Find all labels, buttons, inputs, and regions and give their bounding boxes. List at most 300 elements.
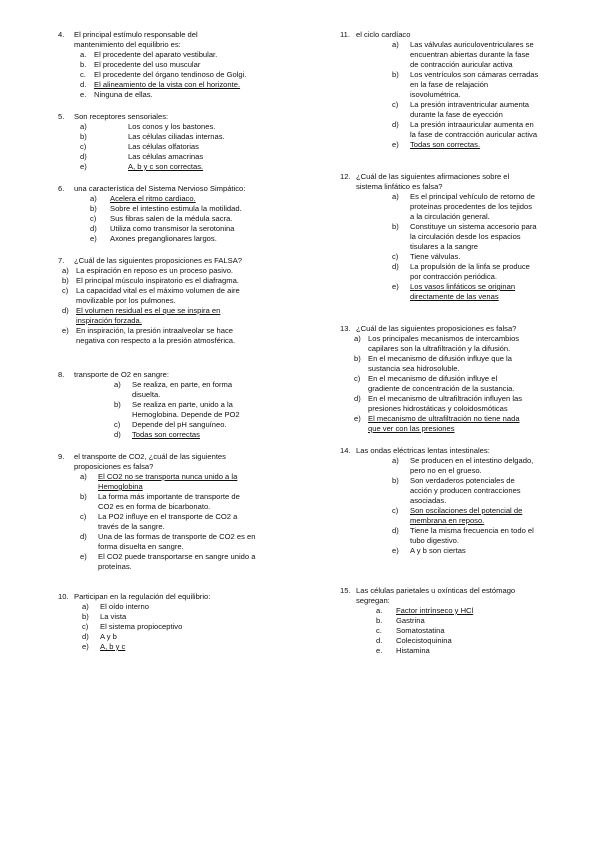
option-line: Se realiza, en parte, en forma: [132, 380, 233, 389]
option-line: sustancia sea hidrosoluble.: [368, 364, 460, 373]
option-line: encuentran abiertas durante la fase: [410, 50, 530, 59]
answer-option: [340, 636, 558, 646]
answer-option: [58, 204, 286, 214]
option-line: A, b y c: [100, 642, 126, 651]
option-letter: b.: [376, 616, 383, 625]
option-line: tubo digestivo.: [410, 536, 459, 545]
question-line: transporte de O2 en sangre:: [74, 370, 169, 379]
option-letter: c.: [376, 626, 382, 635]
option-line: Constituye un sistema accesorio para: [410, 222, 537, 231]
answer-option: [340, 120, 558, 140]
option-line: tisulares a la sangre: [410, 242, 478, 251]
option-text: [410, 140, 558, 150]
option-letter: b): [114, 400, 121, 409]
option-text: [76, 306, 286, 326]
option-text: [132, 400, 286, 420]
option-line: Las células olfatorias: [128, 142, 199, 151]
option-letter: d): [62, 306, 69, 315]
question-line: Las células parietales u oxínticas del estómago: [356, 586, 516, 595]
answer-option: [58, 642, 286, 652]
answer-option: [340, 546, 558, 556]
option-text: [410, 192, 558, 222]
option-line: Son oscilaciones del potencial de: [410, 506, 523, 515]
option-letter: d.: [376, 636, 383, 645]
option-text: [98, 472, 286, 492]
option-text: [410, 506, 558, 526]
option-line: Histamina: [396, 646, 430, 655]
option-line: CO2 es en forma de bicarbonato.: [98, 502, 211, 511]
option-text: [132, 380, 286, 400]
question-text: [340, 446, 558, 456]
right-column: [340, 30, 558, 656]
question-line: el transporte de CO2, ¿cuál de las siguientes: [74, 452, 226, 461]
question-line: ¿Cuál de las siguientes afirmaciones sobre el: [356, 172, 510, 181]
option-line: forma disuelta en sangre.: [98, 542, 184, 551]
option-letter: c): [82, 622, 89, 631]
option-line: Acelera el ritmo cardiaco.: [110, 194, 196, 203]
answer-option: [340, 374, 558, 394]
option-line: por contracción periódica.: [410, 272, 497, 281]
option-letter: b): [90, 204, 97, 213]
answer-option: [340, 394, 558, 414]
option-text: [396, 626, 558, 636]
option-text: [410, 120, 558, 140]
option-text: [396, 616, 558, 626]
question-number: 15.: [340, 586, 351, 595]
answer-option: [58, 60, 286, 70]
option-letter: c): [392, 252, 399, 261]
option-line: Tiene válvulas.: [410, 252, 461, 261]
option-line: El alineamiento de la vista con el horizonte.: [94, 80, 241, 89]
option-text: [100, 642, 286, 652]
answer-option: [340, 354, 558, 374]
option-text: [98, 492, 286, 512]
option-text: [94, 90, 286, 100]
option-line: La forma más importante de transporte de: [98, 492, 240, 501]
answer-option: [340, 282, 558, 302]
option-line: Tiene la misma frecuencia en todo el: [410, 526, 534, 535]
option-line: A y b: [100, 632, 117, 641]
option-text: [94, 50, 286, 60]
answer-option: [340, 222, 558, 252]
option-line: negativa con respecto a la presión atmosférica.: [76, 336, 236, 345]
question-number: 5.: [58, 112, 65, 121]
option-line: A, b y c son correctas.: [128, 162, 204, 171]
option-line: La vista: [100, 612, 127, 621]
question-text: [58, 592, 286, 602]
option-letter: c): [114, 420, 121, 429]
question-line: ¿Cuál de las siguientes proposiciones es falsa?: [356, 324, 517, 333]
question-text: [340, 30, 558, 40]
question-number: 14.: [340, 446, 351, 455]
option-line: durante la fase de eyección: [410, 110, 503, 119]
answer-option: [340, 616, 558, 626]
option-letter: e): [62, 326, 69, 335]
option-line: Las células ciliadas internas.: [128, 132, 225, 141]
option-text: [396, 636, 558, 646]
option-line: El procedente del aparato vestibular.: [94, 50, 218, 59]
question-q9: [58, 452, 286, 572]
option-line: gradiente de concentración de la sustancia.: [368, 384, 515, 393]
option-letter: e): [392, 546, 399, 555]
option-line: la circulación desde los espacios: [410, 232, 521, 241]
option-letter: c): [392, 506, 399, 515]
option-letter: b): [80, 492, 87, 501]
option-letter: a): [354, 334, 361, 343]
option-letter: a): [62, 266, 69, 275]
option-line: Sobre el intestino estimula la motilidad.: [110, 204, 242, 213]
option-line: proteínas.: [98, 562, 132, 571]
question-number: 4.: [58, 30, 65, 39]
question-line: Son receptores sensoriales:: [74, 112, 169, 121]
answer-option: [58, 152, 286, 162]
option-text: [98, 532, 286, 552]
option-line: En el mecanismo de difusión influye que la: [368, 354, 512, 363]
answer-option: [58, 326, 286, 346]
answer-option: [58, 532, 286, 552]
option-line: membrana en reposo.: [410, 516, 485, 525]
answer-option: [340, 70, 558, 100]
option-line: Axones preganglionares largos.: [110, 234, 217, 243]
option-line: El mecanismo de ultrafiltración no tiene nada: [368, 414, 520, 423]
option-letter: b): [80, 132, 87, 141]
answer-option: [340, 476, 558, 506]
answer-option: [58, 286, 286, 306]
option-letter: b): [392, 476, 399, 485]
option-text: [368, 334, 558, 354]
option-letter: b): [82, 612, 89, 621]
option-line: Gastrina: [396, 616, 425, 625]
option-line: asociadas.: [410, 496, 447, 505]
answer-option: [58, 612, 286, 622]
option-line: La espiración en reposo es un proceso pasivo.: [76, 266, 234, 275]
option-line: La presión intraventricular aumenta: [410, 100, 530, 109]
option-line: Todas son correctas: [132, 430, 200, 439]
answer-option: [340, 252, 558, 262]
option-line: movilizable por los pulmones.: [76, 296, 176, 305]
question-text: [58, 112, 286, 122]
question-text: [58, 256, 286, 266]
option-line: Las células amacrinas: [128, 152, 204, 161]
question-number: 9.: [58, 452, 65, 461]
option-line: En inspiración, la presión intraalveolar se hace: [76, 326, 234, 335]
option-line: Se realiza en parte, unido a la: [132, 400, 233, 409]
question-text: [58, 184, 286, 194]
option-letter: a): [90, 194, 97, 203]
option-letter: a.: [376, 606, 383, 615]
answer-option: [58, 276, 286, 286]
option-text: [368, 374, 558, 394]
option-text: [132, 420, 286, 430]
question-q12: [340, 172, 558, 302]
answer-option: [340, 414, 558, 434]
option-text: [100, 612, 286, 622]
question-line: segregan:: [356, 596, 390, 605]
option-letter: e): [354, 414, 361, 423]
option-text: [76, 326, 286, 346]
option-text: [128, 152, 286, 162]
question-line: El principal estímulo responsable del: [74, 30, 198, 39]
option-letter: e): [392, 140, 399, 149]
option-line: La propulsión de la linfa se produce: [410, 262, 530, 271]
option-line: El oído interno: [100, 602, 149, 611]
question-line: ¿Cuál de las siguientes proposiciones es FALSA?: [74, 256, 243, 265]
option-letter: d): [392, 262, 399, 271]
option-letter: d): [114, 430, 121, 439]
question-number: 11.: [340, 30, 350, 39]
option-line: proteínas procedentes de los tejidos: [410, 202, 533, 211]
option-text: [410, 70, 558, 100]
answer-option: [58, 622, 286, 632]
option-letter: c): [90, 214, 97, 223]
option-text: [368, 354, 558, 374]
option-text: [94, 60, 286, 70]
option-letter: a): [114, 380, 121, 389]
option-text: [410, 526, 558, 546]
option-line: Los conos y los bastones.: [128, 122, 216, 131]
option-text: [410, 252, 558, 262]
answer-option: [58, 50, 286, 60]
option-line: En el mecanismo de ultrafiltración influyen las: [368, 394, 523, 403]
option-text: [100, 602, 286, 612]
answer-option: [58, 400, 286, 420]
option-letter: a): [80, 122, 87, 131]
question-number: 12.: [340, 172, 351, 181]
answer-option: [58, 420, 286, 430]
answer-option: [340, 646, 558, 656]
option-line: Colecistoquinina: [396, 636, 452, 645]
answer-option: [58, 472, 286, 492]
option-line: Utiliza como transmisor la serotonina: [110, 224, 235, 233]
question-q14: [340, 446, 558, 556]
option-text: [396, 606, 558, 616]
answer-option: [340, 606, 558, 616]
option-letter: c): [354, 374, 361, 383]
option-letter: c): [62, 286, 69, 295]
option-letter: d): [90, 224, 97, 233]
option-letter: d): [354, 394, 361, 403]
option-line: que ver con las presiones: [368, 424, 455, 433]
question-number: 8.: [58, 370, 65, 379]
option-line: Todas son correctas.: [410, 140, 481, 149]
option-line: Depende del pH sanguíneo.: [132, 420, 227, 429]
question-text: [340, 586, 558, 606]
option-line: La PO2 influye en el transporte de CO2 a: [98, 512, 238, 521]
option-text: [98, 552, 286, 572]
option-letter: b.: [80, 60, 87, 69]
option-text: [76, 266, 286, 276]
answer-option: [340, 334, 558, 354]
option-letter: c): [80, 142, 87, 151]
option-line: Es el principal vehículo de retorno de: [410, 192, 535, 201]
option-text: [110, 224, 286, 234]
answer-option: [58, 194, 286, 204]
answer-option: [58, 512, 286, 532]
answer-option: [58, 266, 286, 276]
question-text: [58, 452, 286, 472]
option-line: Sus fibras salen de la médula sacra.: [110, 214, 233, 223]
question-line: proposiciones es falsa?: [74, 462, 154, 471]
option-text: [410, 222, 558, 252]
option-letter: e): [82, 642, 89, 651]
question-q11: [340, 30, 558, 150]
question-text: [58, 370, 286, 380]
option-line: Hemoglobina: [98, 482, 143, 491]
option-text: [110, 234, 286, 244]
option-text: [128, 142, 286, 152]
option-line: En el mecanismo de difusión influye el: [368, 374, 498, 383]
question-text: [340, 324, 558, 334]
answer-option: [58, 132, 286, 142]
option-text: [94, 80, 286, 90]
question-number: 7.: [58, 256, 65, 265]
option-letter: d): [80, 532, 87, 541]
option-text: [368, 414, 558, 434]
option-text: [76, 276, 286, 286]
option-line: El CO2 puede transportarse en sangre unido a: [98, 552, 256, 561]
question-text: [340, 172, 558, 192]
left-column: [58, 30, 286, 652]
option-line: inspiración forzada.: [76, 316, 142, 325]
option-line: A y b son ciertas: [410, 546, 466, 555]
question-q8: [58, 370, 286, 440]
answer-option: [58, 632, 286, 642]
option-text: [410, 282, 558, 302]
answer-option: [340, 192, 558, 222]
question-text: [58, 30, 286, 50]
option-line: isovolumétrica.: [410, 90, 461, 99]
answer-option: [340, 100, 558, 120]
option-line: Las válvulas auriculoventriculares se: [410, 40, 534, 49]
option-text: [410, 476, 558, 506]
option-letter: c.: [80, 70, 86, 79]
answer-option: [58, 430, 286, 440]
option-letter: d.: [80, 80, 87, 89]
option-letter: b): [354, 354, 361, 363]
option-line: través de la sangre.: [98, 522, 165, 531]
option-letter: a): [392, 456, 399, 465]
option-line: Somatostatina: [396, 626, 445, 635]
question-q13: [340, 324, 558, 434]
option-line: Son verdaderos potenciales de: [410, 476, 515, 485]
question-line: sistema linfático es falsa?: [356, 182, 443, 191]
option-letter: e): [80, 162, 87, 171]
option-line: Factor intrínseco y HCl: [396, 606, 474, 615]
option-text: [76, 286, 286, 306]
option-line: Hemoglobina. Depende de PO2: [132, 410, 240, 419]
option-text: [98, 512, 286, 532]
option-text: [100, 632, 286, 642]
answer-option: [58, 142, 286, 152]
option-text: [410, 100, 558, 120]
option-text: [368, 394, 558, 414]
question-number: 13.: [340, 324, 351, 333]
option-line: la fase de contracción auricular activa: [410, 130, 538, 139]
answer-option: [58, 122, 286, 132]
option-letter: a): [80, 472, 87, 481]
question-q6: [58, 184, 286, 244]
option-line: Los ventrículos son cámaras cerradas: [410, 70, 539, 79]
option-text: [110, 204, 286, 214]
option-letter: c): [392, 100, 399, 109]
option-text: [132, 430, 286, 440]
option-letter: e): [90, 234, 97, 243]
option-line: disuelta.: [132, 390, 161, 399]
option-letter: a): [392, 192, 399, 201]
answer-option: [340, 262, 558, 282]
question-q15: [340, 586, 558, 656]
question-q4: [58, 30, 286, 100]
option-letter: a.: [80, 50, 87, 59]
answer-option: [58, 306, 286, 326]
answer-option: [58, 214, 286, 224]
option-letter: b): [392, 222, 399, 231]
option-letter: a): [392, 40, 399, 49]
option-text: [94, 70, 286, 80]
option-line: capilares son la ultrafiltración y la difusión.: [368, 344, 511, 353]
option-line: Ninguna de ellas.: [94, 90, 153, 99]
option-line: acción y producen contracciones: [410, 486, 521, 495]
option-line: en la fase de relajación: [410, 80, 489, 89]
option-line: de contracción auricular activa: [410, 60, 513, 69]
answer-option: [340, 626, 558, 636]
option-line: Se producen en el intestino delgado,: [410, 456, 534, 465]
option-text: [110, 194, 286, 204]
question-line: Participan en la regulación del equilibrio:: [74, 592, 211, 601]
option-letter: e.: [80, 90, 87, 99]
option-letter: d): [82, 632, 89, 641]
option-text: [128, 162, 286, 172]
option-line: La presión intraauricular aumenta en: [410, 120, 534, 129]
answer-option: [58, 602, 286, 612]
question-line: el ciclo cardíaco: [356, 30, 411, 39]
question-line: una característica del Sistema Nervioso Simpático:: [74, 184, 246, 193]
option-line: Una de las formas de transporte de CO2 es en: [98, 532, 256, 541]
option-letter: c): [80, 512, 87, 521]
option-letter: d): [392, 120, 399, 129]
option-letter: b): [62, 276, 69, 285]
option-line: El principal músculo inspiratorio es el diafragma.: [76, 276, 239, 285]
question-q10: [58, 592, 286, 652]
option-text: [410, 262, 558, 282]
question-q5: [58, 112, 286, 172]
answer-option: [58, 380, 286, 400]
answer-option: [58, 552, 286, 572]
option-line: La capacidad vital es el máximo volumen de aire: [76, 286, 240, 295]
answer-option: [340, 506, 558, 526]
question-line: mantenimiento del equilibrio es:: [74, 40, 181, 49]
answer-option: [58, 224, 286, 234]
option-text: [410, 456, 558, 476]
option-line: a la circulación general.: [410, 212, 490, 221]
option-line: Los vasos linfáticos se originan: [410, 282, 516, 291]
answer-option: [340, 526, 558, 546]
answer-option: [58, 234, 286, 244]
option-letter: d): [392, 526, 399, 535]
option-letter: d): [80, 152, 87, 161]
option-line: El procedente del órgano tendinoso de Golgi.: [94, 70, 247, 79]
answer-option: [340, 40, 558, 70]
option-letter: e.: [376, 646, 383, 655]
answer-option: [58, 80, 286, 90]
answer-option: [58, 70, 286, 80]
question-number: 6.: [58, 184, 65, 193]
option-text: [410, 40, 558, 70]
option-line: presiones hidrostáticas y coloidosmóticas: [368, 404, 508, 413]
option-line: directamente de las venas: [410, 292, 499, 301]
option-text: [110, 214, 286, 224]
answer-option: [58, 90, 286, 100]
